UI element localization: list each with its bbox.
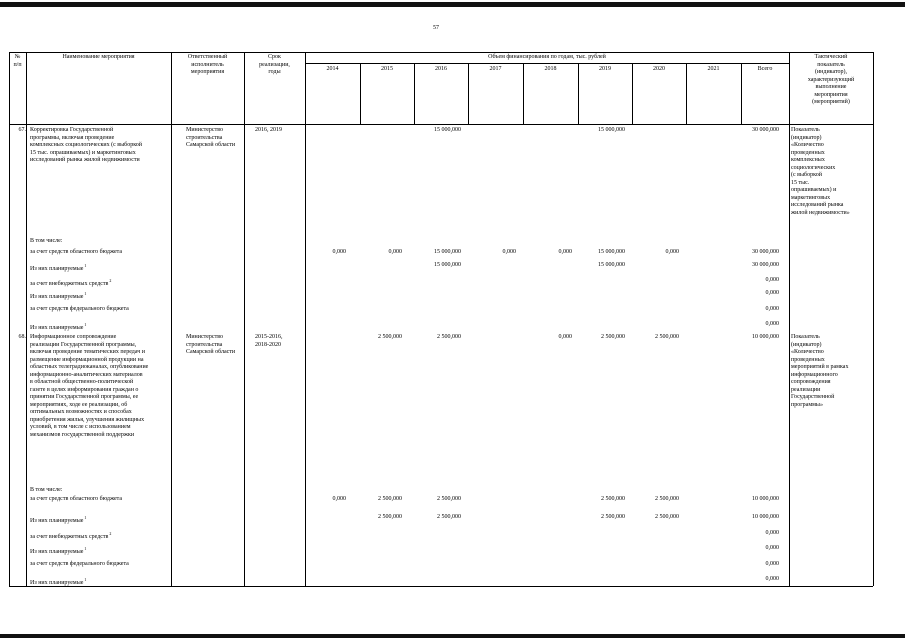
column-rule: [789, 52, 790, 586]
row-indicator: реализации: [791, 386, 821, 393]
sub-label: за счет внебюджетных средств $^2$: [30, 278, 112, 287]
sub-value: 0,000: [665, 249, 679, 255]
row-name: областных телеградиоканалах, опубликование: [30, 364, 149, 370]
sub-label: Из них планируемые $^1$: [30, 263, 87, 272]
header-indicator: характеризующий: [807, 76, 855, 83]
footnote-mark: 1: [83, 322, 87, 327]
row-name: мероприятиях, ходе ее реализации, об: [30, 401, 128, 408]
header-indicator: показатель: [817, 61, 845, 68]
row-executor: Самарской области: [186, 349, 236, 355]
row-indicator: (индикатор): [791, 134, 822, 141]
sub-value: 2 500,000: [655, 514, 679, 520]
row-name: Информационное сопровождение: [30, 334, 117, 340]
row-value: 15 000,000: [598, 127, 625, 133]
header-bottom-rule: [9, 124, 873, 125]
row-indicator: комплексных: [791, 157, 825, 163]
sub-value: 30 000,000: [752, 262, 779, 268]
sub-label: за счет средств федерального бюджета: [30, 306, 129, 312]
row-name: механизмов государственной поддержки: [30, 431, 135, 438]
footnote-mark: 2: [108, 531, 112, 536]
sub-label: за счет средств областного бюджета: [30, 496, 123, 502]
header-year: 2016: [435, 66, 447, 72]
column-rule: [26, 52, 27, 586]
row-name: размещение информационной продукции на: [30, 356, 144, 363]
row-term: 2016, 2019: [255, 127, 282, 133]
header-indicator: выполнение: [815, 84, 847, 90]
row-executor: Министерство: [186, 127, 223, 133]
header-name: Наименование мероприятия: [62, 54, 135, 60]
row-term: 2018-2020: [255, 341, 281, 348]
row-indicator: сопровождения: [791, 379, 831, 385]
footnote-mark: 1: [83, 263, 87, 268]
row-value: 10 000,000: [752, 334, 779, 340]
row-name: приобретения жилья, улучшения жилищных: [30, 416, 145, 423]
row-indicator: (с выборкой: [791, 172, 822, 178]
row-name: программы, включая проведение: [30, 134, 115, 141]
footnote-mark: 2: [108, 278, 112, 283]
sub-label: Из них планируемые $^1$: [30, 577, 87, 586]
header-year: 2019: [599, 66, 611, 72]
row-indicator: 15 тыс.: [791, 179, 810, 186]
row-indicator: «Количество: [791, 142, 824, 148]
sub-label: Из них планируемые $^1$: [30, 291, 87, 300]
row-indicator: опрашиваемых) и: [791, 187, 837, 193]
sub-value: 15 000,000: [598, 262, 625, 268]
sub-value: 0,000: [558, 249, 572, 255]
row-executor: Министерство: [186, 334, 223, 340]
sub-label: за счет средств федерального бюджета: [30, 561, 129, 567]
sub-value: 10 000,000: [752, 514, 779, 520]
row-value: 2 500,000: [601, 334, 625, 340]
sub-value: 0,000: [765, 576, 779, 582]
row-value: 0,000: [558, 334, 572, 340]
sub-value: 15 000,000: [598, 249, 625, 255]
sub-value: 2 500,000: [378, 514, 402, 520]
footnote-mark: 1: [83, 515, 87, 520]
row-num: 67.: [18, 127, 26, 133]
header-funding: Объем финансирования по годам, тыс. рублей: [488, 54, 606, 60]
row-name: газете в целях информирования граждан о: [30, 386, 139, 393]
sub-label: Из них планируемые $^1$: [30, 322, 87, 331]
row-indicator: социологических: [791, 164, 836, 171]
row-name: Корректировка Государственной: [30, 127, 114, 133]
row-name: принятии Государственной программы, ее: [30, 394, 139, 400]
header-year: 2014: [326, 66, 339, 72]
sub-value: 2 500,000: [601, 514, 625, 520]
sub-value: 30 000,000: [752, 249, 779, 255]
column-rule: [305, 52, 306, 586]
row-indicator: маркетинговых: [791, 194, 831, 201]
row-value: 15 000,000: [434, 127, 461, 133]
row-num: 68.: [18, 334, 26, 340]
page-number: 57: [433, 25, 439, 31]
row-term: 2015-2016,: [255, 334, 283, 340]
years-row-rule: [305, 63, 789, 64]
row-name: информационно-аналитических материалов: [30, 371, 143, 378]
header-indicator: Тактический: [814, 54, 848, 60]
sub-header: В том числе:: [30, 487, 63, 493]
row-name: 15 тыс. опрашиваемых) и маркетинговых: [30, 149, 136, 156]
footnote-mark: 1: [83, 577, 87, 582]
header-executor: исполнитель: [191, 61, 224, 68]
row-executor: строительства: [186, 134, 223, 141]
row-name: в областной общественно-политической: [30, 379, 134, 385]
sub-value: 0,000: [765, 530, 779, 536]
row-name: условий, в том числе с использованием: [30, 424, 131, 430]
row-indicator: жилой недвижимости»: [791, 209, 850, 216]
footnote-mark: 1: [83, 546, 87, 551]
sub-value: 0,000: [332, 496, 346, 502]
row-executor: Самарской области: [186, 142, 236, 148]
row-indicator: программы»: [791, 401, 823, 408]
row-value: 2 500,000: [378, 334, 402, 340]
sub-value: 15 000,000: [434, 262, 461, 268]
table-top-rule: [9, 52, 873, 53]
sub-value: 0,000: [765, 277, 779, 283]
header-num: п/п: [13, 61, 22, 68]
row-indicator: информационного: [791, 371, 838, 378]
header-term: Срок: [268, 54, 281, 60]
footnote-mark: 1: [83, 291, 87, 296]
sub-label: Из них планируемые $^1$: [30, 515, 87, 524]
header-indicator: (мероприятий): [812, 99, 850, 105]
row-executor: строительства: [186, 341, 223, 348]
header-term: реализации,: [259, 61, 290, 68]
sub-value: 0,000: [765, 290, 779, 296]
row-name: исследований рынка жилой недвижимости: [30, 157, 140, 163]
header-indicator: (индикатор),: [814, 69, 848, 75]
header-year: 2021: [707, 66, 720, 72]
header-num: №: [14, 54, 21, 60]
sub-value: 0,000: [765, 561, 779, 567]
sub-value: 2 500,000: [601, 496, 625, 502]
header-term: годы: [268, 69, 281, 75]
row-indicator: проведенных: [791, 356, 825, 363]
sub-value: 0,000: [502, 249, 516, 255]
header-year: 2018: [544, 66, 557, 72]
bottom-border: [0, 634, 905, 638]
row-name: комплексных социологических (с выборкой: [30, 142, 143, 148]
sub-value: 0,000: [765, 321, 779, 327]
row-value: 30 000,000: [752, 127, 779, 133]
row-indicator: Показатель: [791, 334, 820, 340]
sub-value: 10 000,000: [752, 496, 779, 502]
sub-label: за счет внебюджетных средств $^2$: [30, 531, 112, 540]
header-year: 2020: [653, 66, 665, 72]
sub-value: 15 000,000: [434, 249, 461, 255]
header-indicator: мероприятия: [814, 91, 848, 98]
sub-value: 0,000: [765, 545, 779, 551]
header-executor: мероприятия: [190, 69, 225, 75]
sub-value: 0,000: [388, 249, 402, 255]
sub-value: 0,000: [332, 249, 346, 255]
row-name: реализации Государственной программы,: [30, 341, 137, 348]
sub-value: 2 500,000: [437, 514, 461, 520]
row-indicator: Показатель: [791, 127, 820, 133]
row-indicator: мероприятий в рамках: [791, 364, 849, 370]
row-indicator: проведенных: [791, 149, 825, 156]
row-name: оптимальных возможностях и способах: [30, 409, 132, 415]
sub-value: 2 500,000: [437, 496, 461, 502]
header-year: 2015: [381, 66, 393, 72]
sub-value: 2 500,000: [655, 496, 679, 502]
row-value: 2 500,000: [437, 334, 461, 340]
header-executor: Ответственный: [187, 54, 228, 60]
row-value: 2 500,000: [655, 334, 679, 340]
sub-label: Из них планируемые $^1$: [30, 546, 87, 555]
row-indicator: (индикатор): [791, 341, 822, 348]
sub-value: 2 500,000: [378, 496, 402, 502]
sub-label: за счет средств областного бюджета: [30, 249, 123, 255]
header-year: Всего: [757, 66, 773, 72]
sub-header: В том числе:: [30, 238, 63, 244]
row-indicator: исследований рынка: [791, 202, 844, 208]
top-border: [0, 2, 905, 7]
row-indicator: «Количество: [791, 349, 824, 355]
row-name: включая проведение тематических передач и: [30, 349, 145, 355]
sub-value: 0,000: [765, 306, 779, 312]
row-indicator: Государственной: [791, 394, 835, 400]
header-year: 2017: [489, 66, 502, 72]
